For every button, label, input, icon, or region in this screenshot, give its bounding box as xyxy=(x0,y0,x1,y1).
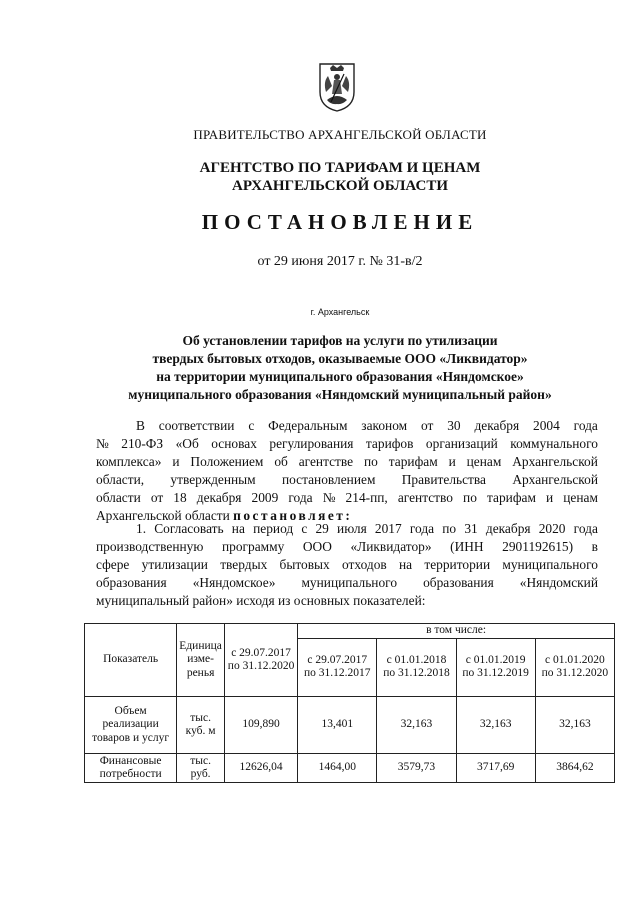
word: 18 xyxy=(173,490,187,505)
word: на xyxy=(398,557,413,572)
subject-line: муниципального образования «Няндомский муниципальный район» xyxy=(128,387,552,402)
coat-of-arms-emblem xyxy=(318,62,356,112)
word: период xyxy=(253,521,294,536)
word: производственную xyxy=(96,539,204,554)
word: 2017 xyxy=(374,521,402,536)
word: и xyxy=(546,490,554,505)
justified-line xyxy=(96,453,598,471)
word: Правительства xyxy=(401,472,487,487)
word: 2020 xyxy=(538,521,566,536)
preamble-closing-text: Архангельской области xyxy=(96,508,230,523)
word: (ИНН xyxy=(450,539,484,554)
agency-name-line: АГЕНТСТВО ПО ТАРИФАМ И ЦЕНАМ xyxy=(199,160,481,176)
row-total: 12626,04 xyxy=(224,754,297,783)
row-value: 3717,69 xyxy=(456,754,535,783)
word: тарифам xyxy=(487,490,536,505)
word: 1. xyxy=(136,521,147,536)
word: на xyxy=(231,521,245,536)
word: Архангельской xyxy=(512,454,598,469)
header-including: в том числе: xyxy=(298,624,615,639)
row-value: 32,163 xyxy=(456,697,535,754)
justified-line xyxy=(96,417,598,435)
word: твердых xyxy=(220,557,268,572)
word: образования xyxy=(96,575,167,590)
subject-line: твердых бытовых отходов, оказываемые ООО «Ликвидатор» xyxy=(152,351,528,366)
word: образования xyxy=(423,575,494,590)
indicators-table xyxy=(84,623,615,783)
justified-line xyxy=(96,489,598,507)
header-period: с 01.01.2019 по 31.12.2019 xyxy=(456,638,535,697)
clause-1-paragraph xyxy=(96,520,598,610)
word: тарифам xyxy=(388,454,438,469)
row-unit: тыс. руб. xyxy=(177,754,225,783)
row-value: 32,163 xyxy=(377,697,456,754)
word: декабря xyxy=(196,490,242,505)
word: территории xyxy=(424,557,491,572)
word: по xyxy=(442,521,457,536)
justified-line xyxy=(96,435,598,453)
word: Федеральным xyxy=(268,418,348,433)
word: области, xyxy=(96,472,145,487)
word: года xyxy=(573,521,598,536)
word: 210-ФЗ xyxy=(121,436,164,451)
word: отходов xyxy=(342,557,387,572)
row-indicator: Объем реализации товаров и услуг xyxy=(85,697,177,754)
word: 214-пп, xyxy=(345,490,388,505)
header-period: с 29.07.2017 по 31.12.2017 xyxy=(298,638,377,697)
word: с xyxy=(248,418,255,433)
row-value: 1464,00 xyxy=(298,754,377,783)
word: законом xyxy=(361,418,408,433)
word: тарифов xyxy=(365,436,414,451)
word: агентство xyxy=(397,490,453,505)
word: 2901192615) xyxy=(502,539,574,554)
word: сфере xyxy=(96,557,130,572)
word: «Няндомское» xyxy=(192,575,276,590)
word: области xyxy=(96,490,141,505)
word: 29 xyxy=(315,521,329,536)
subject-line: на территории муниципального образования «Няндомское» xyxy=(156,369,524,384)
word: Архангельской xyxy=(512,472,598,487)
word: по xyxy=(463,490,477,505)
word: года xyxy=(288,490,313,505)
header-period: с 01.01.2018 по 31.12.2018 xyxy=(377,638,456,697)
word: утвержденным xyxy=(170,472,256,487)
document-city: г. Архангельск xyxy=(310,307,370,317)
word: коммунального xyxy=(510,436,598,451)
row-value: 3579,73 xyxy=(377,754,456,783)
word: 2009 xyxy=(251,490,279,505)
header-indicator: Показатель xyxy=(85,624,177,697)
word: муниципального xyxy=(502,557,598,572)
word: Согласовать xyxy=(154,521,224,536)
word: от xyxy=(421,418,434,433)
word: декабря xyxy=(474,418,520,433)
preamble-paragraph xyxy=(96,417,598,525)
word: комплекса» xyxy=(96,454,162,469)
word: программу xyxy=(221,539,285,554)
word: № xyxy=(322,490,336,505)
row-value: 3864,62 xyxy=(535,754,614,783)
word: и xyxy=(172,454,180,469)
word: от xyxy=(150,490,164,505)
subject-line: Об установлении тарифов на услуги по утилизации xyxy=(182,333,498,348)
word: муниципального xyxy=(301,575,398,590)
word: утилизации xyxy=(141,557,208,572)
word: «Ликвидатор» xyxy=(350,539,432,554)
word: об xyxy=(274,454,288,469)
row-indicator: Финансовые потребности xyxy=(85,754,177,783)
word: 30 xyxy=(447,418,461,433)
word: бытовых xyxy=(279,557,330,572)
closing-line: муниципальный район» исходя из основных показателей: xyxy=(96,593,426,608)
header-total-period: с 29.07.2017 по 31.12.2020 xyxy=(224,624,297,697)
justified-line xyxy=(96,538,598,556)
word: Положением xyxy=(190,454,264,469)
word: июля xyxy=(337,521,367,536)
word: соответствии xyxy=(158,418,235,433)
word: основах xyxy=(211,436,257,451)
word: № xyxy=(96,436,109,451)
word: ценам xyxy=(563,490,598,505)
word: организаций xyxy=(425,436,498,451)
word: регулирования xyxy=(269,436,354,451)
word: в xyxy=(591,539,598,554)
table-row xyxy=(85,754,615,783)
word: года xyxy=(409,521,435,536)
justified-line xyxy=(96,520,598,538)
row-value: 13,401 xyxy=(298,697,377,754)
word: с xyxy=(301,521,308,536)
justified-line xyxy=(96,471,598,489)
justified-line xyxy=(96,574,598,592)
word: постановлением xyxy=(281,472,376,487)
header-unit: Единица изме-ренья xyxy=(177,624,225,697)
word: 31 xyxy=(464,521,478,536)
word: В xyxy=(136,418,145,433)
resolves-word: постановляет: xyxy=(233,508,353,523)
word: «Об xyxy=(175,436,199,451)
word: «Няндомский xyxy=(519,575,598,590)
word: года xyxy=(573,418,598,433)
header-period: с 01.01.2020 по 31.12.2020 xyxy=(535,638,614,697)
government-name: ПРАВИТЕЛЬСТВО АРХАНГЕЛЬСКОЙ ОБЛАСТИ xyxy=(193,127,487,142)
word: 2004 xyxy=(533,418,560,433)
row-unit: тыс. куб. м xyxy=(177,697,225,754)
agency-name xyxy=(60,159,620,195)
table-row xyxy=(85,697,615,754)
word: и xyxy=(448,454,456,469)
word: ценам xyxy=(466,454,502,469)
document-subject xyxy=(60,332,620,404)
word: декабря xyxy=(485,521,531,536)
row-value: 32,163 xyxy=(535,697,614,754)
document-type-title: ПОСТАНОВЛЕНИЕ xyxy=(201,210,479,234)
document-date-number: от 29 июня 2017 г. № 31-в/2 xyxy=(257,254,423,269)
agency-name-line: АРХАНГЕЛЬСКОЙ ОБЛАСТИ xyxy=(232,178,448,194)
word: агентстве xyxy=(298,454,354,469)
word: по xyxy=(363,454,378,469)
row-total: 109,890 xyxy=(224,697,297,754)
justified-line xyxy=(96,556,598,574)
word: ООО xyxy=(302,539,332,554)
